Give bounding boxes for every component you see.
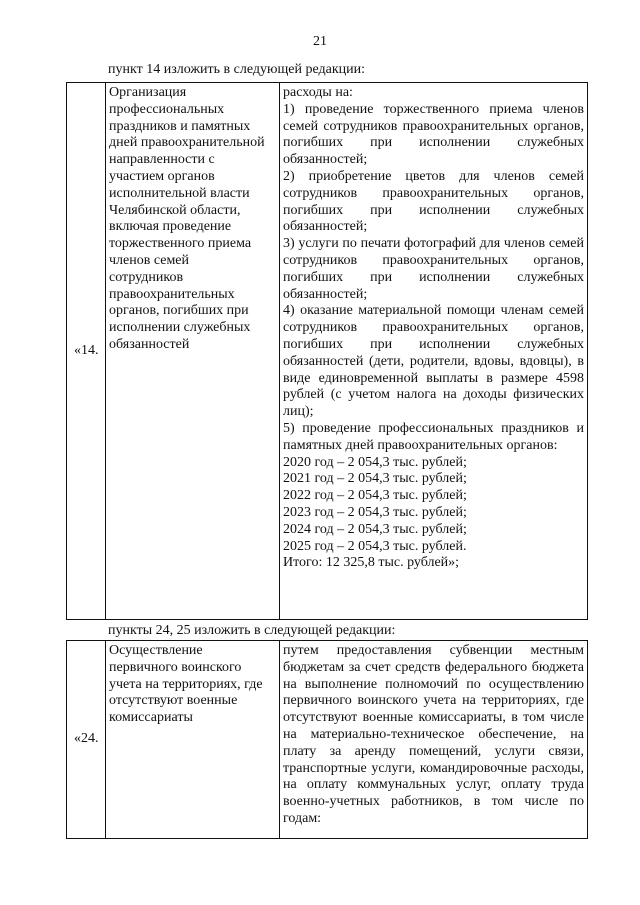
expense-point-1: 1) проведение торжественного приема членов семей сотрудников правоохранительных органов, погибших при исполнении служебных обязанностей; — [283, 101, 584, 168]
name-line: торжественного приема — [109, 236, 252, 252]
year-amount-2024: 2024 год – 2 054,3 тыс. рублей; — [283, 521, 467, 537]
name-line: участием органов — [109, 168, 215, 184]
name-line: исполнительной власти — [109, 185, 250, 201]
name-line: обязанностей — [109, 336, 190, 352]
item-number: «24. — [67, 641, 106, 839]
item-description: путем предоставления субвенции местным бюджетам за счет средств федерального бюджета на выполнение полномочий по осуществлению первичного воинского учета на территориях, где отсутствуют военные комиссариаты, в том числе на материально-техническое обеспечение, на плату за аренду помещений, услуги связи, транспортные услуги, командировочные расходы, на оплату коммунальных услуг, оплату труда военно-учетных работников, в том числе по годам: — [280, 641, 588, 839]
name-line: членов семей — [109, 252, 190, 268]
expense-point-5: 5) проведение профессиональных праздников и памятных дней правоохранительных органов: — [283, 420, 584, 453]
item-number: «14. — [67, 83, 106, 620]
name-line: профессиональных — [109, 101, 225, 117]
name-line: отсутствуют военные — [109, 693, 238, 709]
name-line: направленности с — [109, 152, 215, 168]
table-item-24 — [66, 640, 588, 839]
expense-intro: расходы на: — [283, 85, 353, 100]
name-line: учета на территориях, где — [109, 676, 263, 692]
year-amount-2025: 2025 год – 2 054,3 тыс. рублей. — [283, 538, 467, 554]
expense-point-2: 2) приобретение цветов для членов семей сотрудников правоохранительных органов, погибших при исполнении служебных обязанностей; — [283, 168, 584, 235]
year-amount-2020: 2020 год – 2 054,3 тыс. рублей; — [283, 454, 467, 470]
year-amount-2023: 2023 год – 2 054,3 тыс. рублей; — [283, 504, 467, 520]
year-amount-2022: 2022 год – 2 054,3 тыс. рублей; — [283, 488, 467, 504]
item-name — [106, 83, 280, 620]
table-item-14 — [66, 82, 588, 620]
year-amount-2021: 2021 год – 2 054,3 тыс. рублей; — [283, 471, 467, 487]
table-row — [67, 641, 588, 839]
name-line: дней правоохранительной — [109, 135, 265, 151]
table-row — [67, 83, 588, 620]
page-number: 21 — [313, 34, 327, 49]
name-line: Организация — [109, 85, 187, 100]
expense-point-3: 3) услуги по печати фотографий для членов семей сотрудников правоохранительных органов, погибших при исполнении служебных обязанностей; — [283, 236, 584, 302]
section-intro-14: пункт 14 изложить в следующей редакции: — [108, 62, 365, 77]
name-line: включая проведение — [109, 219, 232, 235]
name-line: Челябинской области, — [109, 202, 241, 218]
name-line: комиссариаты — [109, 710, 193, 726]
name-line: первичного воинского — [109, 659, 242, 675]
item-name — [106, 641, 280, 839]
name-line: сотрудников — [109, 269, 184, 285]
name-line: органов, погибших при — [109, 303, 249, 319]
expense-point-4: 4) оказание материальной помощи членам семей сотрудников правоохранительных органов, погибших при исполнении служебных обязанностей (дети, родители, вдовы, вдовцы), в виде единовременной выплаты в размере 4598 рублей (с учетом налога на доходы физических лиц); — [283, 303, 584, 420]
total-amount: Итого: 12 325,8 тыс. рублей»; — [283, 555, 460, 571]
section-intro-24-25: пункты 24, 25 изложить в следующей редакции: — [108, 623, 396, 638]
name-line: правоохранительных — [109, 286, 235, 302]
item-expenses — [280, 83, 588, 620]
name-line: праздников и памятных — [109, 118, 251, 134]
name-line: Осуществление — [109, 643, 203, 658]
name-line: исполнении служебных — [109, 320, 251, 336]
